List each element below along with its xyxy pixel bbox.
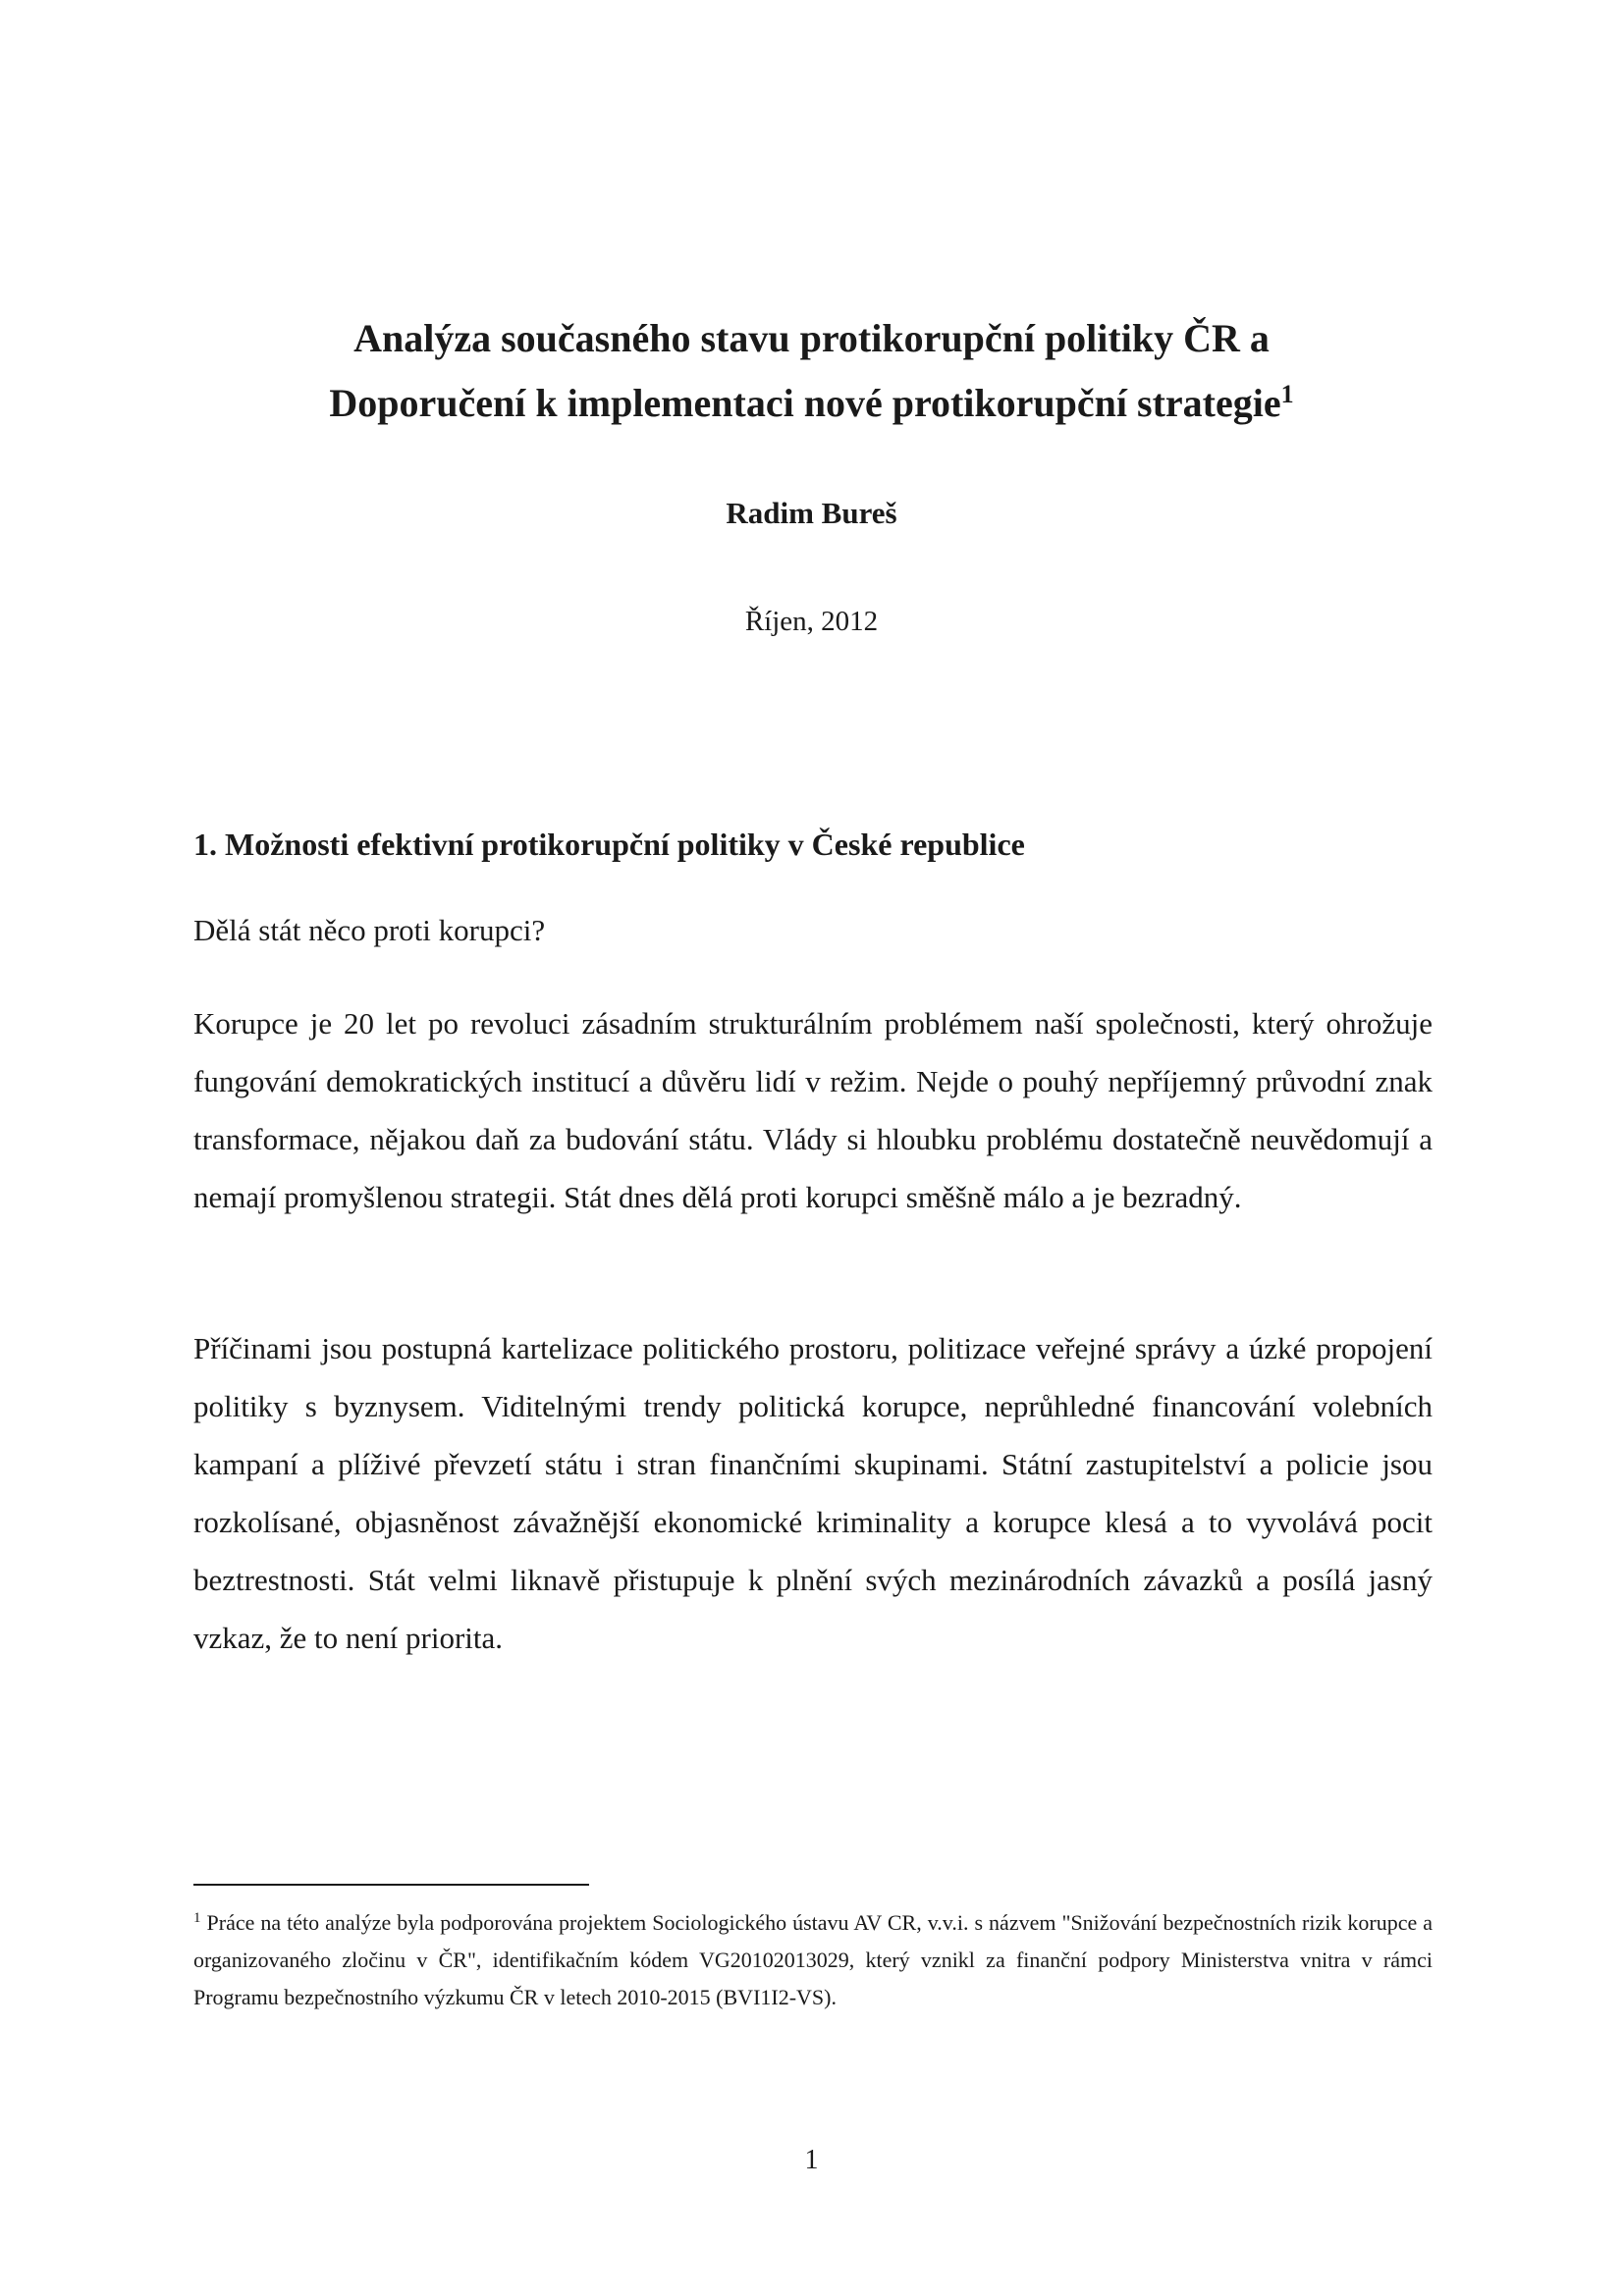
document-title [147,306,1476,436]
footnote-marker: 1 [193,1910,201,1926]
title-line-1: Analýza současného stavu protikorupční politiky ČR a [353,316,1270,360]
section-question: Dělá stát něco proti korupci? [193,913,546,947]
footnote-separator [193,1884,589,1886]
title-line-2: Doporučení k implementaci nové protikorupční strategie [329,381,1281,425]
publication-date: Říjen, 2012 [744,606,879,637]
footnote-text: Práce na této analýze byla podporována projektem Sociologického ústavu AV CR, v.v.i. s názvem "Snižování bezpečnostních rizik korupce a organizovaného zločinu v ČR", identifikačním kódem VG20102013029, který vznikl za finanční podpory Ministerstva vnitra v rámci Programu bezpečnostního výzkumu ČR v letech 2010-2015 (BVI1I2-VS). [193,1910,1433,2009]
title-footnote-ref[interactable]: 1 [1280,380,1294,408]
body-paragraph: Příčinami jsou postupná kartelizace politického prostoru, politizace veřejné správy a úzké propojení politiky s byznysem. Viditelnými trendy politická korupce, neprůhledné financování volebních kampaní a plíživé převzetí státu i stran finančními skupinami. Státní zastupitelství a policie jsou rozkolísané, objasněnost závažnější ekonomické kriminality a korupce klesá a to vyvolává pocit beztrestnosti. Stát velmi liknavě přistupuje k plnění svých mezinárodních závazků a posílá jasný vzkaz, že to není priorita. [193,1331,1433,1655]
footnote [193,1904,1433,2016]
author-name: Radim Bureš [726,496,897,530]
page-number: 1 [804,2145,819,2175]
section-heading: 1. Možnosti efektivní protikorupční politiky v České republice [193,827,1025,862]
body-paragraph: Korupce je 20 let po revoluci zásadním strukturálním problémem naší společnosti, který ohrožuje fungování demokratických institucí a důvěru lidí v režim. Nejde o pouhý nepříjemný průvodní znak transformace, nějakou daň za budování státu. Vlády si hloubku problému dostatečně neuvědomují a nemají promyšlenou strategii. Stát dnes dělá proti korupci směšně málo a je bezradný. [193,1006,1433,1214]
